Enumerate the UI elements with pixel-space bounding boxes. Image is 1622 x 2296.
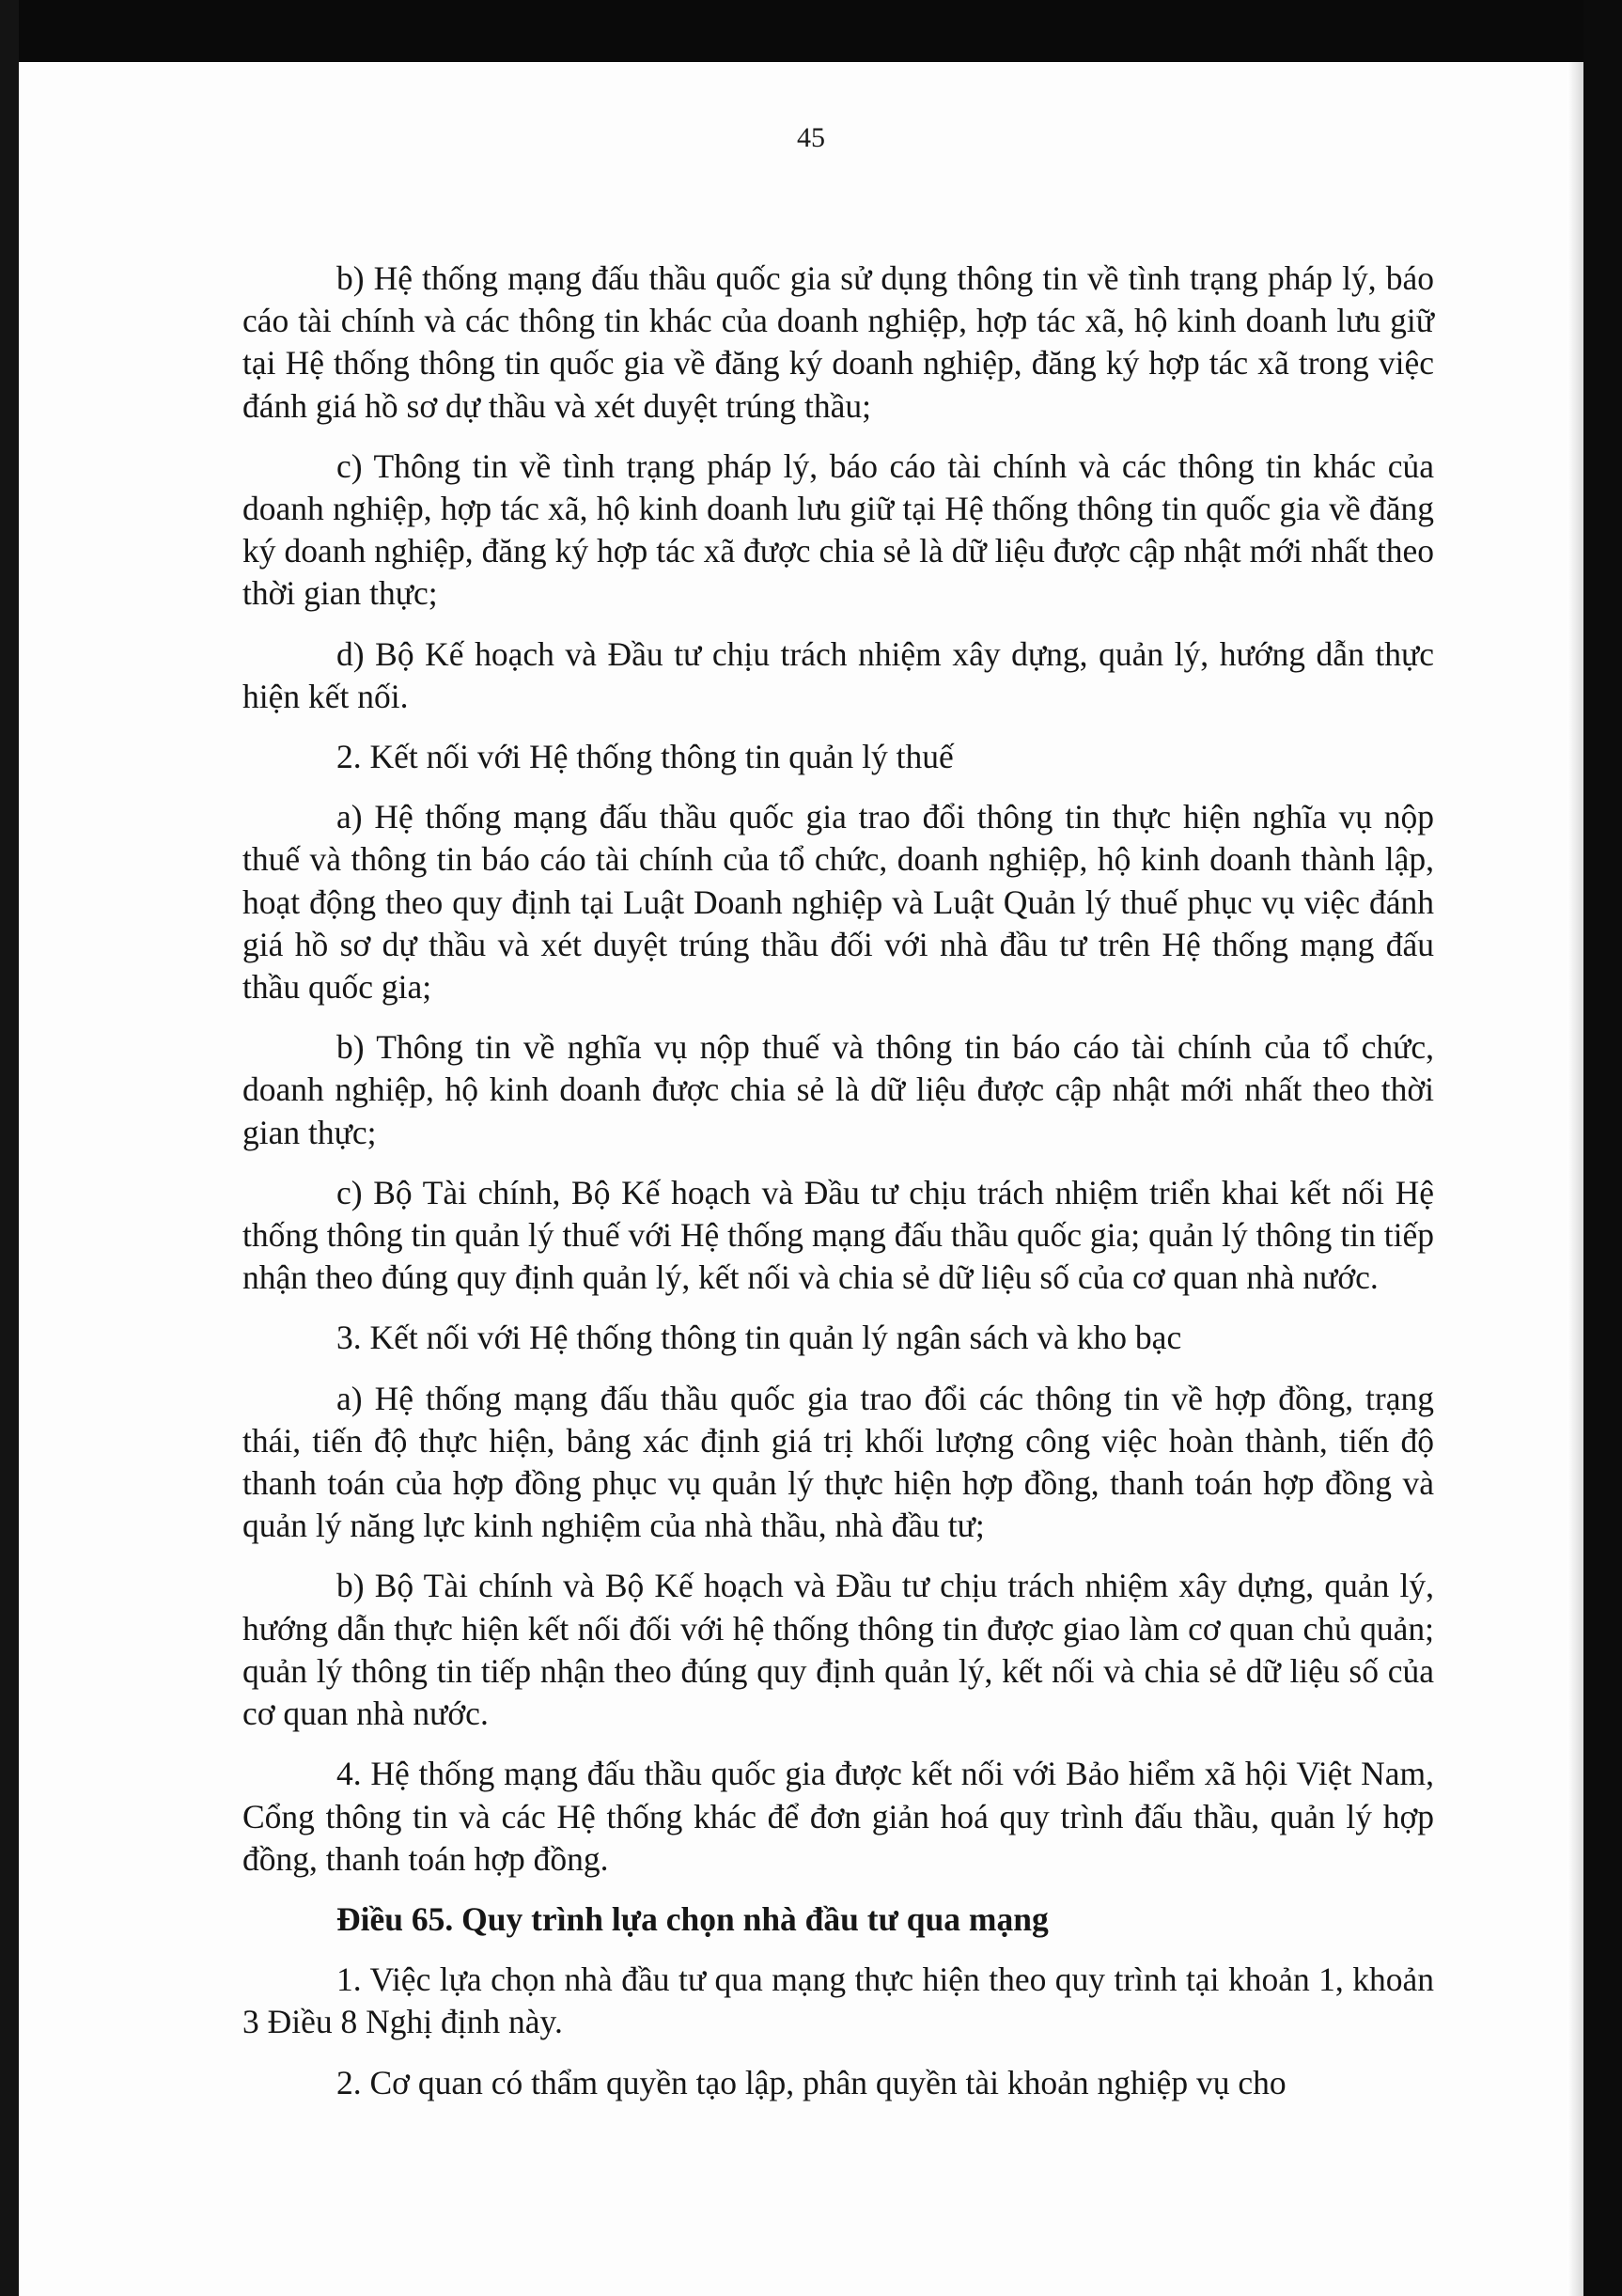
paragraph-3a: a) Hệ thống mạng đấu thầu quốc gia trao đổi các thông tin về hợp đồng, trạng thái, tiến độ thực hiện, bảng xác định giá trị khối lượng công việc hoàn thành, tiến độ thanh toán của hợp đồng phục vụ quản lý thực hiện hợp đồng, thanh toán hợp đồng và quản lý năng lực kinh nghiệm của nhà thầu, nhà đầu tư; <box>242 1379 1434 1545</box>
paragraph-2b: b) Thông tin về nghĩa vụ nộp thuế và thông tin báo cáo tài chính của tổ chức, doanh nghiệp, hộ kinh doanh được chia sẻ là dữ liệu được cập nhật mới nhất theo thời gian thực; <box>242 1028 1434 1151</box>
paragraph-2a: a) Hệ thống mạng đấu thầu quốc gia trao đổi thông tin thực hiện nghĩa vụ nộp thuế và thông tin báo cáo tài chính của tổ chức, doanh nghiệp, hộ kinh doanh thành lập, hoạt động theo quy định tại Luật Doanh nghiệp và Luật Quản lý thuế phục vụ việc đánh giá hồ sơ dự thầu và xét duyệt trúng thầu đối với nhà đầu tư trên Hệ thống mạng đấu thầu quốc gia; <box>242 798 1434 1007</box>
clause-3-title: 3. Kết nối với Hệ thống thông tin quản lý ngân sách và kho bạc <box>336 1319 1182 1357</box>
paragraph-3b: b) Bộ Tài chính và Bộ Kế hoạch và Đầu tư chịu trách nhiệm xây dựng, quản lý, hướng dẫn thực hiện kết nối đối với hệ thống thông tin được giao làm cơ quan chủ quản; quản lý thông tin tiếp nhận theo đúng quy định quản lý, kết nối và chia sẻ dữ liệu số của cơ quan nhà nước. <box>242 1567 1434 1733</box>
article-65-heading: Điều 65. Quy trình lựa chọn nhà đầu tư qua mạng <box>336 1899 1049 1938</box>
scan-border-right <box>1583 0 1622 2296</box>
paragraph-2c: c) Bộ Tài chính, Bộ Kế hoạch và Đầu tư chịu trách nhiệm triển khai kết nối Hệ thống thông tin quản lý thuế với Hệ thống mạng đấu thầu quốc gia; quản lý thông tin tiếp nhận theo đúng quy định quản lý, kết nối và chia sẻ dữ liệu số của cơ quan nhà nước. <box>242 1173 1434 1297</box>
paragraph-1b: b) Hệ thống mạng đấu thầu quốc gia sử dụng thông tin về tình trạng pháp lý, báo cáo tài chính và các thông tin khác của doanh nghiệp, hợp tác xã, hộ kinh doanh lưu giữ tại Hệ thống thông tin quốc gia về đăng ký doanh nghiệp, đăng ký hợp tác xã trong việc đánh giá hồ sơ dự thầu và xét duyệt trúng thầu; <box>242 259 1434 425</box>
document-body <box>242 258 1434 2104</box>
paragraph-1d: d) Bộ Kế hoạch và Đầu tư chịu trách nhiệm xây dựng, quản lý, hướng dẫn thực hiện kết nối. <box>242 634 1434 715</box>
paragraph-1c: c) Thông tin về tình trạng pháp lý, báo cáo tài chính và các thông tin khác của doanh nghiệp, hợp tác xã, hộ kinh doanh lưu giữ tại Hệ thống thông tin quốc gia về đăng ký doanh nghiệp, đăng ký hợp tác xã được chia sẻ là dữ liệu được cập nhật mới nhất theo thời gian thực; <box>242 446 1434 613</box>
scan-border-left <box>0 0 19 2296</box>
article-65-clause-2: 2. Cơ quan có thẩm quyền tạo lập, phân quyền tài khoản nghiệp vụ cho <box>336 2063 1287 2101</box>
clause-4: 4. Hệ thống mạng đấu thầu quốc gia được kết nối với Bảo hiểm xã hội Việt Nam, Cổng thông tin và các Hệ thống khác để đơn giản hoá quy trình đấu thầu, quản lý hợp đồng, thanh toán hợp đồng. <box>242 1755 1434 1878</box>
clause-2-title: 2. Kết nối với Hệ thống thông tin quản lý thuế <box>336 738 954 776</box>
page-number: 45 <box>797 122 825 153</box>
scan-page-edge-shadow <box>1567 62 1583 2296</box>
scan-border-top <box>0 0 1622 62</box>
article-65-clause-1: 1. Việc lựa chọn nhà đầu tư qua mạng thực hiện theo quy trình tại khoản 1, khoản 3 Điều 8 Nghị định này. <box>242 1960 1434 2041</box>
